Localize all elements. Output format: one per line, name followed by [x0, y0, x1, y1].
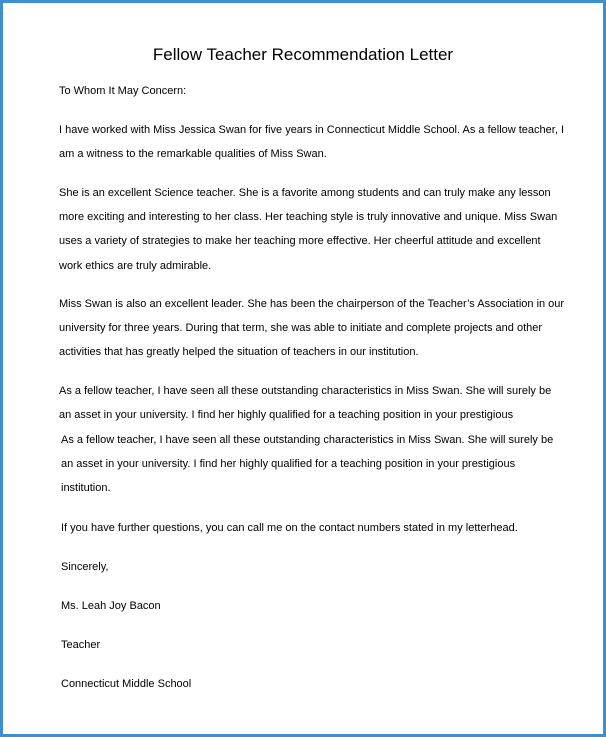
paragraph-line: As a fellow teacher, I have seen all these outstanding characteristics in Miss Swan. She will surely be	[61, 434, 554, 446]
paragraph-line: am a witness to the remarkable qualities of Miss Swan.	[59, 148, 327, 161]
paragraph-line: an asset in your university. I find her highly qualified for a teaching position in your prestigious	[61, 458, 516, 471]
salutation: To Whom It May Concern:	[59, 85, 187, 97]
paragraph-line: She is an excellent Science teacher. She is a favorite among students and can truly make any lesson	[59, 187, 551, 199]
paragraph-3	[59, 292, 564, 365]
paragraph-4	[59, 379, 551, 427]
paragraph-line: Miss Swan is also an excellent leader. She has been the chairperson of the Teacher’s Association in our	[59, 298, 565, 310]
letter-title: Fellow Teacher Recommendation Letter	[152, 45, 454, 64]
paragraph-line: an asset in your university. I find her highly qualified for a teaching position in your prestigious	[59, 409, 514, 422]
paragraph-line: university for three years. During that term, she was able to initiate and complete projects and other	[59, 322, 543, 335]
paragraph-1	[59, 118, 564, 166]
paragraph-line: uses a variety of strategies to make her teaching more effective. Her cheerful attitude and excellent	[59, 235, 541, 248]
paragraph-line: As a fellow teacher, I have seen all these outstanding characteristics in Miss Swan. She will surely be	[59, 385, 552, 397]
paragraph-line: I have worked with Miss Jessica Swan for five years in Connecticut Middle School. As a fellow teacher, I	[59, 124, 565, 136]
paragraph-line: institution.	[61, 482, 111, 495]
sign-off: Sincerely,	[61, 561, 109, 573]
closing-line: If you have further questions, you can call me on the contact numbers stated in my letterhead.	[61, 522, 518, 534]
signer-name: Ms. Leah Joy Bacon	[61, 600, 161, 612]
signer-title: Teacher	[61, 639, 101, 651]
signer-school: Connecticut Middle School	[61, 678, 192, 690]
paragraph-2	[59, 181, 557, 278]
paragraph-line: more exciting and interesting to her class. Her teaching style is truly innovative and unique. Miss Swan	[59, 211, 558, 224]
paragraph-line: activities that has greatly helped the situation of teachers in our institution.	[59, 346, 419, 359]
paragraph-5	[61, 428, 553, 501]
paragraph-line: work ethics are truly admirable.	[59, 259, 212, 272]
